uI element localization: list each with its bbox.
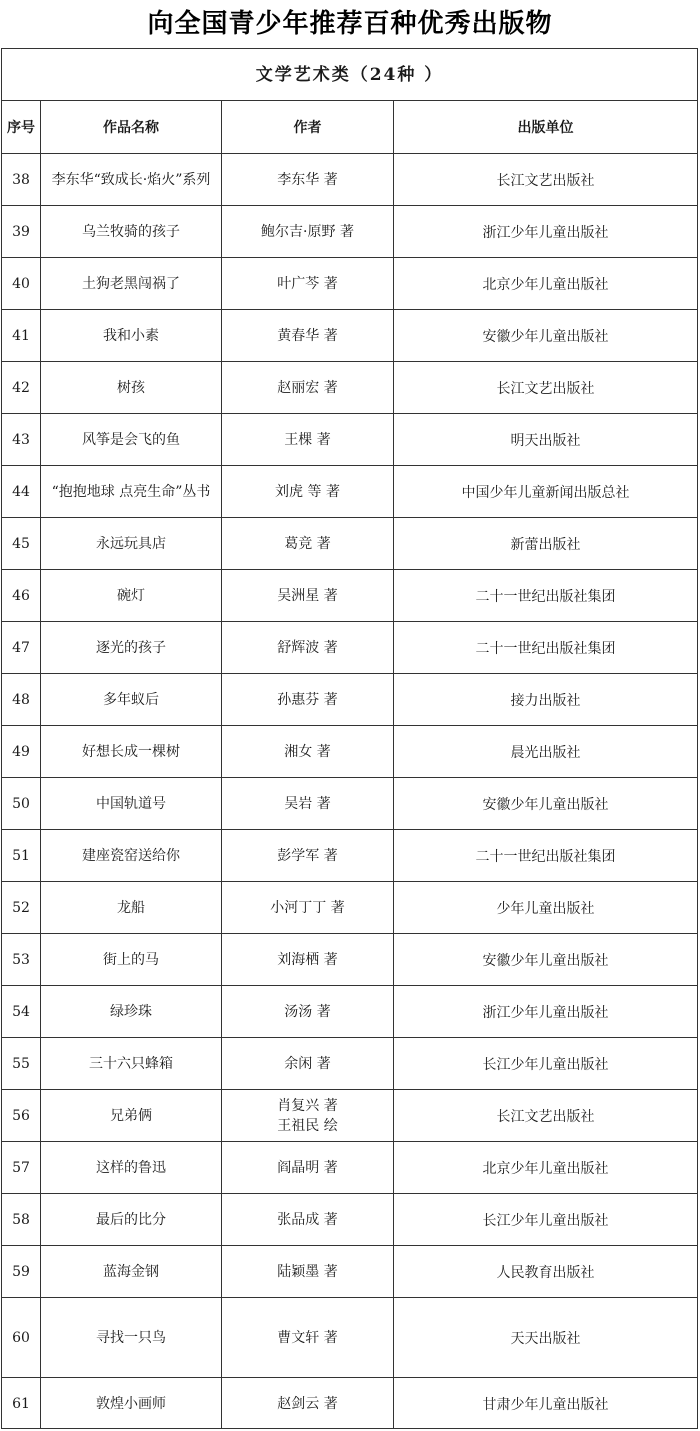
row-publisher: 浙江少年儿童出版社 (482, 1004, 609, 1021)
row-author (222, 830, 394, 881)
row-index: 38 (2, 154, 41, 205)
book-table (1, 48, 698, 1429)
row-author (222, 674, 394, 725)
row-title: 街上的马 (41, 934, 222, 985)
row-title: 树孩 (41, 362, 222, 413)
table-header (2, 101, 697, 154)
row-author (222, 362, 394, 413)
author-line: 舒辉波 著 (277, 639, 338, 656)
row-publisher: 甘肃少年儿童出版社 (482, 1396, 609, 1413)
author-line: 汤汤 著 (284, 1003, 331, 1020)
row-publisher: 长江文艺出版社 (496, 1108, 595, 1125)
row-author (222, 986, 394, 1037)
table-row (2, 1246, 697, 1298)
author-line: 曹文轩 著 (277, 1329, 338, 1346)
row-title: 最后的比分 (41, 1194, 222, 1245)
author-line: 张品成 著 (277, 1211, 338, 1228)
row-title: 李东华“致成长·焰火”系列 (41, 154, 222, 205)
table-row (2, 986, 697, 1038)
author-line: 赵剑云 著 (277, 1395, 338, 1412)
row-title: 三十六只蜂箱 (41, 1038, 222, 1089)
row-title: 建座瓷窑送给你 (41, 830, 222, 881)
row-publisher: 长江少年儿童出版社 (482, 1056, 609, 1073)
table-row (2, 414, 697, 466)
table-row (2, 1142, 697, 1194)
row-author (222, 570, 394, 621)
row-author (222, 1194, 394, 1245)
row-publisher: 北京少年儿童出版社 (482, 1160, 609, 1177)
row-title: “抱抱地球 点亮生命”丛书 (41, 466, 222, 517)
row-publisher: 中国少年儿童新闻出版总社 (461, 484, 630, 501)
table-row (2, 518, 697, 570)
row-index: 46 (2, 570, 41, 621)
row-index: 52 (2, 882, 41, 933)
row-title: 龙船 (41, 882, 222, 933)
row-index: 40 (2, 258, 41, 309)
row-title: 寻找一只鸟 (41, 1298, 222, 1377)
author-line: 余闲 著 (284, 1055, 331, 1072)
table-row (2, 726, 697, 778)
row-author (222, 1142, 394, 1193)
row-index: 41 (2, 310, 41, 361)
row-publisher: 长江文艺出版社 (496, 380, 595, 397)
header-publisher: 出版单位 (517, 120, 574, 136)
table-row (2, 1194, 697, 1246)
row-publisher: 明天出版社 (510, 432, 581, 449)
row-author (222, 1038, 394, 1089)
table-row (2, 830, 697, 882)
row-index: 51 (2, 830, 41, 881)
header-author: 作者 (222, 101, 394, 153)
row-author (222, 882, 394, 933)
author-line: 孙惠芬 著 (277, 691, 338, 708)
author-line: 小河丁丁 著 (270, 899, 345, 916)
row-title: 风筝是会飞的鱼 (41, 414, 222, 465)
author-line: 王祖民 绘 (277, 1117, 338, 1134)
row-index: 44 (2, 466, 41, 517)
row-author (222, 1298, 394, 1377)
row-author (222, 310, 394, 361)
row-title: 逐光的孩子 (41, 622, 222, 673)
row-index: 60 (2, 1298, 41, 1377)
row-title: 兄弟俩 (41, 1090, 222, 1141)
page-title: 向全国青少年推荐百种优秀出版物 (147, 9, 553, 39)
table-row (2, 466, 697, 518)
row-publisher: 接力出版社 (510, 692, 581, 709)
author-line: 刘虎 等 著 (275, 483, 340, 500)
row-publisher: 长江文艺出版社 (496, 172, 595, 189)
table-row (2, 622, 697, 674)
row-author (222, 622, 394, 673)
category-heading: 文学艺术类（24种 ） (2, 49, 697, 101)
table-row (2, 778, 697, 830)
row-index: 54 (2, 986, 41, 1037)
row-title: 我和小素 (41, 310, 222, 361)
row-title: 碗灯 (41, 570, 222, 621)
row-title: 蓝海金钢 (41, 1246, 222, 1297)
row-author (222, 1246, 394, 1297)
author-line: 湘女 著 (284, 743, 331, 760)
row-index: 49 (2, 726, 41, 777)
row-author (222, 414, 394, 465)
row-author (222, 258, 394, 309)
row-index: 53 (2, 934, 41, 985)
author-line: 彭学军 著 (277, 847, 338, 864)
header-name: 作品名称 (41, 101, 222, 153)
row-index: 42 (2, 362, 41, 413)
row-index: 48 (2, 674, 41, 725)
row-author (222, 466, 394, 517)
row-title: 永远玩具店 (41, 518, 222, 569)
row-title: 这样的鲁迅 (41, 1142, 222, 1193)
row-title: 乌兰牧骑的孩子 (41, 206, 222, 257)
author-line: 葛竞 著 (284, 535, 331, 552)
row-index: 45 (2, 518, 41, 569)
row-publisher: 安徽少年儿童出版社 (482, 328, 609, 345)
row-index: 61 (2, 1378, 41, 1429)
header-index: 序号 (2, 101, 41, 153)
row-index: 59 (2, 1246, 41, 1297)
author-line: 陆颖墨 著 (277, 1263, 338, 1280)
table-row (2, 1378, 697, 1429)
table-row (2, 1298, 697, 1378)
row-publisher: 新蕾出版社 (510, 536, 581, 553)
row-index: 56 (2, 1090, 41, 1141)
table-row (2, 154, 697, 206)
author-line: 吴洲星 著 (277, 587, 338, 604)
row-author (222, 726, 394, 777)
row-publisher: 二十一世纪出版社集团 (475, 848, 616, 865)
row-title: 中国轨道号 (41, 778, 222, 829)
author-line: 肖复兴 著 (277, 1097, 338, 1114)
row-index: 55 (2, 1038, 41, 1089)
row-publisher: 二十一世纪出版社集团 (475, 640, 616, 657)
author-line: 赵丽宏 著 (277, 379, 338, 396)
table-row (2, 570, 697, 622)
row-index: 47 (2, 622, 41, 673)
author-line: 叶广芩 著 (277, 275, 338, 292)
author-line: 王棵 著 (284, 431, 331, 448)
table-row (2, 882, 697, 934)
row-index: 39 (2, 206, 41, 257)
row-author (222, 518, 394, 569)
row-publisher: 天天出版社 (510, 1330, 581, 1347)
row-publisher: 晨光出版社 (510, 744, 581, 761)
table-row (2, 310, 697, 362)
row-index: 43 (2, 414, 41, 465)
table-row (2, 362, 697, 414)
row-publisher: 安徽少年儿童出版社 (482, 952, 609, 969)
table-row (2, 674, 697, 726)
row-author (222, 778, 394, 829)
row-title: 土狗老黑闯祸了 (41, 258, 222, 309)
row-author (222, 206, 394, 257)
row-title: 多年蚁后 (41, 674, 222, 725)
author-line: 阎晶明 著 (277, 1159, 338, 1176)
row-publisher: 人民教育出版社 (496, 1264, 595, 1281)
row-title: 好想长成一棵树 (41, 726, 222, 777)
author-line: 刘海栖 著 (277, 951, 338, 968)
author-line: 鲍尔吉·原野 著 (261, 223, 354, 240)
row-publisher: 安徽少年儿童出版社 (482, 796, 609, 813)
row-index: 58 (2, 1194, 41, 1245)
table-row (2, 1090, 697, 1142)
row-index: 57 (2, 1142, 41, 1193)
table-row (2, 206, 697, 258)
table-row (2, 934, 697, 986)
row-author (222, 934, 394, 985)
row-publisher: 长江少年儿童出版社 (482, 1212, 609, 1229)
author-line: 黄春华 著 (277, 327, 338, 344)
row-author (222, 154, 394, 205)
row-title: 敦煌小画师 (41, 1378, 222, 1429)
row-publisher: 少年儿童出版社 (496, 900, 595, 917)
row-index: 50 (2, 778, 41, 829)
row-title: 绿珍珠 (41, 986, 222, 1037)
author-line: 吴岩 著 (284, 795, 331, 812)
row-publisher: 二十一世纪出版社集团 (475, 588, 616, 605)
table-row (2, 258, 697, 310)
row-publisher: 浙江少年儿童出版社 (482, 224, 609, 241)
author-line: 李东华 著 (277, 171, 338, 188)
row-author (222, 1378, 394, 1429)
table-row (2, 1038, 697, 1090)
row-publisher: 北京少年儿童出版社 (482, 276, 609, 293)
row-author (222, 1090, 394, 1141)
